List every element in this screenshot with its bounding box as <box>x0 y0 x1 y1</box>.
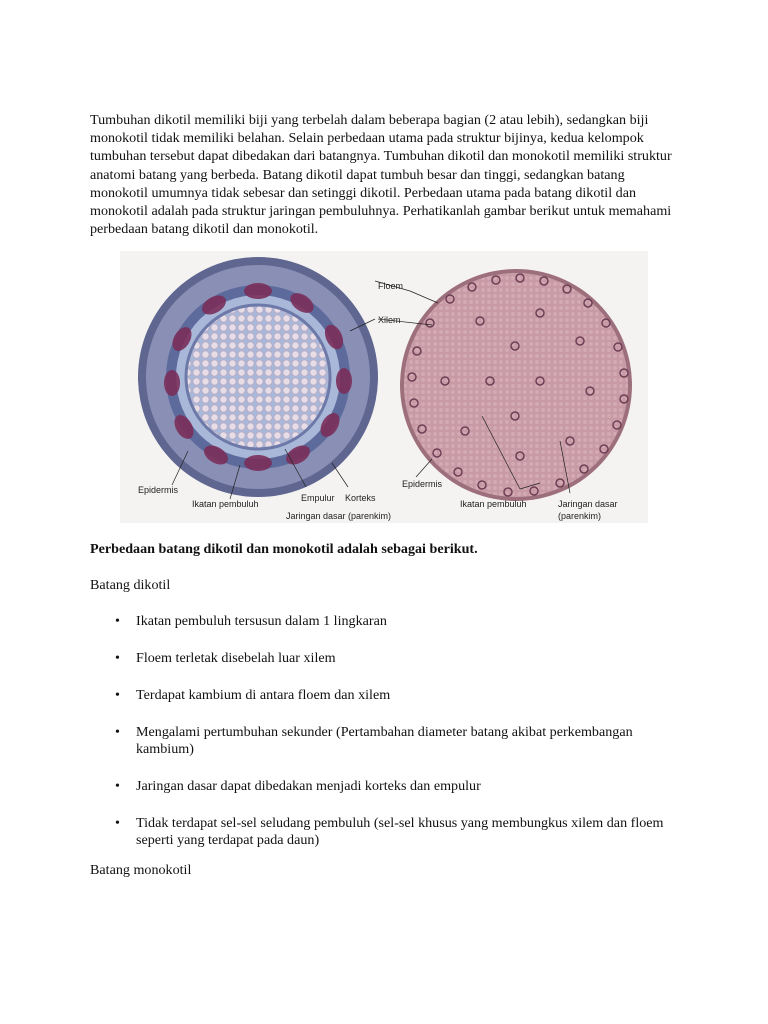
label-floem: Floem <box>378 281 404 291</box>
intro-paragraph: Tumbuhan dikotil memiliki biji yang terbelah dalam beberapa bagian (2 atau lebih), sedangkan biji monokotil tidak memiliki belahan. Selain perbedaan utama pada struktur bijinya, kedua kelompok tumbuhan tersebut dapat dibedakan dari batangnya. Tumbuhan dikotil dan monokotil memiliki struktur anatomi batang yang berbeda. Batang dikotil dapat tumbuh besar dan tinggi, sedangkan batang monokotil umumnya tidak sebesar dan setinggi dikotil. Perbedaan utama pada batang dikotil dan monokotil adalah pada struktur jaringan pembuluhnya. Perhatikanlah gambar berikut untuk memahami perbedaan batang dikotil dan monokotil. <box>90 112 672 238</box>
bullet-icon: • <box>115 725 120 740</box>
label-xilem: Xilem <box>378 315 401 325</box>
label-empulur: Empulur <box>301 493 335 503</box>
dikotil-label: Batang dikotil <box>90 577 171 593</box>
list-item: • Terdapat kambium di antara floem dan xilem <box>115 687 391 703</box>
list-item: • Jaringan dasar dapat dibedakan menjadi korteks dan empulur <box>115 778 481 794</box>
label-ikatan-pembuluh-monocot: Ikatan pembuluh <box>460 499 527 509</box>
section-heading: Perbedaan batang dikotil dan monokotil adalah sebagai berikut. <box>90 541 478 557</box>
bullet-icon: • <box>115 816 120 831</box>
label-epidermis-monocot: Epidermis <box>402 479 443 489</box>
monokotil-label: Batang monokotil <box>90 862 192 878</box>
bullet-icon: • <box>115 779 120 794</box>
label-ikatan-pembuluh-dicot: Ikatan pembuluh <box>192 499 259 509</box>
bullet-icon: • <box>115 651 120 666</box>
monocot-stem <box>400 269 632 501</box>
bullet-icon: • <box>115 614 120 629</box>
label-korteks: Korteks <box>345 493 376 503</box>
list-item: • Tidak terdapat sel-sel seludang pembuluh (sel-sel khusus yang membungkus xilem dan floem seperti yang terdapat pada daun) <box>115 815 664 848</box>
list-item: • Mengalami pertumbuhan sekunder (Pertambahan diameter batang akibat perkembangan kambium) <box>115 724 633 757</box>
bullet-icon: • <box>115 688 120 703</box>
dikotil-list <box>90 613 680 869</box>
list-item: • Ikatan pembuluh tersusun dalam 1 lingkaran <box>115 613 387 629</box>
dicot-stem <box>138 257 378 497</box>
label-jaringan-dasar-monocot: Jaringan dasar <box>558 499 618 509</box>
stem-illustration <box>120 251 648 523</box>
label-epidermis-dicot: Epidermis <box>138 485 179 495</box>
label-parenkim-monocot: (parenkim) <box>558 511 602 521</box>
label-jaringan-dasar-dicot: Jaringan dasar (parenkim) <box>286 511 392 521</box>
stem-cross-section-figure <box>120 251 648 523</box>
list-item: • Floem terletak disebelah luar xilem <box>115 650 336 666</box>
